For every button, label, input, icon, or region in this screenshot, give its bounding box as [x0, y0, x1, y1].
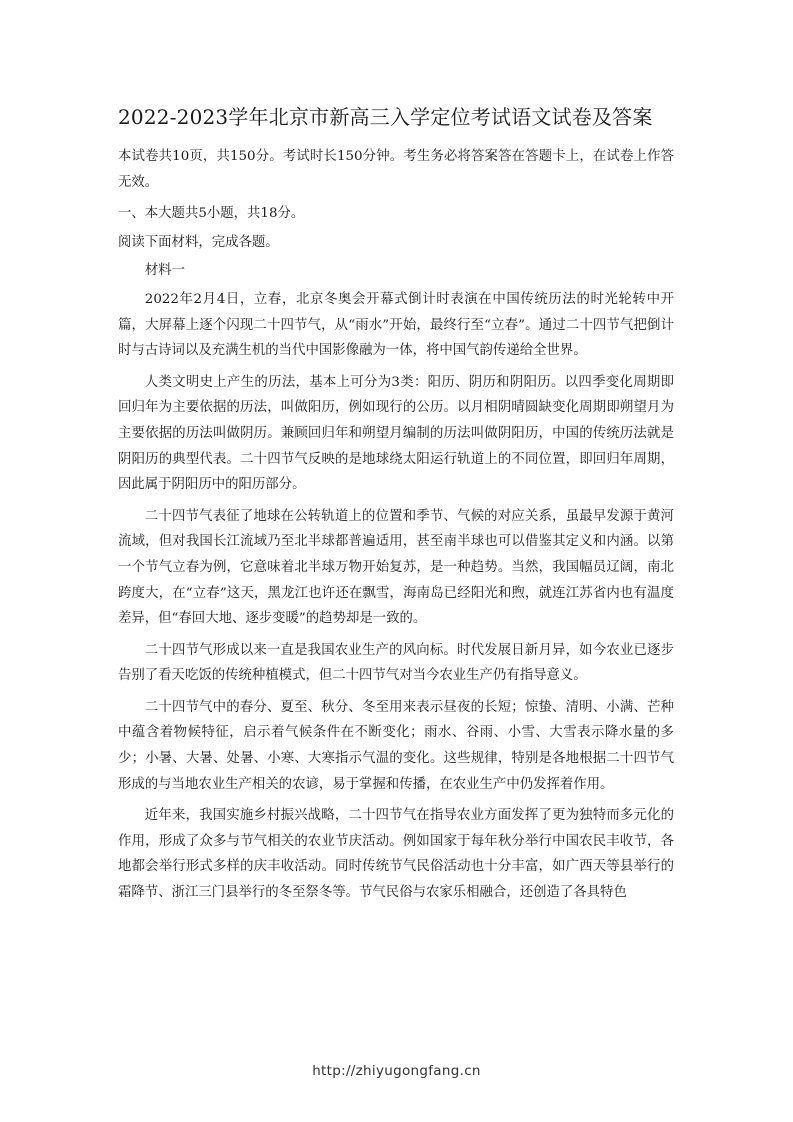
reading-instruction: 阅读下面材料，完成各题。: [118, 234, 279, 250]
body-paragraph: 近年来，我国实施乡村振兴战略，二十四节气在指导农业方面发挥了更为独特而多元化的作用，形成了众多与节气相关的农业节庆活动。例如国家于每年秋分举行中国农民丰收节，各地都会举行形式多样的庆丰收活动。同时传统节气民俗活动也十分丰富，如广西天等县举行的霜降节、浙江三门县举行的冬至祭冬等。节气民俗与农家乐相融合，还创造了各具特色: [118, 808, 674, 901]
document-title: 2022-2023学年北京市新高三入学定位考试语文试卷及答案: [118, 105, 653, 129]
body-paragraph: 二十四节气表征了地球在公转轨道上的位置和季节、气候的对应关系，虽最早发源于黄河流域，但对我国长江流域乃至北半球都普遍适用，甚至南半球也可以借鉴其定义和内涵。以第一个节气立春为例，它意味着北半球万物开始复苏，是一种趋势。当然，我国幅员辽阔，南北跨度大，在“立春”这天，黑龙江也许还在飘雪，海南岛已经阳光和煦，就连江苏省内也有温度差异，但“春回大地、逐步变暖”的趋势却是一致的。: [118, 508, 674, 627]
section-heading: 一、本大题共5小题，共18分。: [118, 206, 305, 222]
body-paragraph: 二十四节气中的春分、夏至、秋分、冬至用来表示昼夜的长短；惊蛰、清明、小满、芒种中蕴含着物候特征，启示着气候条件在不断变化；雨水、谷雨、小雪、大雪表示降水量的多少；小暑、大暑、处暑、小寒、大寒指示气温的变化。这些规律，特别是各地根据二十四节气形成的与当地农业生产相关的农谚，易于掌握和传播，在农业生产中仍发挥着作用。: [118, 699, 674, 792]
footer-url: http://zhiyugongfang.cn: [312, 1063, 481, 1079]
material-label: 材料一: [144, 263, 185, 279]
exam-intro: 本试卷共10页，共150分。考试时长150分钟。考生务必将答案答在答题卡上，在试卷上作答无效。: [118, 149, 674, 190]
body-paragraph: 二十四节气形成以来一直是我国农业生产的风向标。时代发展日新月异，如今农业已逐步告别了看天吃饭的传统种植模式，但二十四节气对当今农业生产仍有指导意义。: [118, 642, 674, 684]
body-paragraph: 2022年2月4日，立春，北京冬奥会开幕式倒计时表演在中国传统历法的时光轮转中开篇，大屏幕上逐个闪现二十四节气，从“雨水”开始，最终行至“立春”。通过二十四节气把倒计时与古诗词以及充满生机的当代中国影像融为一体，将中国气韵传递给全世界。: [118, 291, 674, 359]
document-body: [118, 144, 674, 906]
body-paragraph: 人类文明史上产生的历法，基本上可分为3类：阳历、阴历和阴阳历。以四季变化周期即回归年为主要依据的历法，叫做阳历，例如现行的公历。以月相阴晴圆缺变化周期即朔望月为主要依据的历法叫做阴历。兼顾回归年和朔望月编制的历法叫做阴阳历，中国的传统历法就是阴阳历的典型代表。二十四节气反映的是地球绕太阳运行轨道上的不同位置，即回归年周期，因此属于阴阳历中的阳历部分。: [118, 374, 674, 493]
